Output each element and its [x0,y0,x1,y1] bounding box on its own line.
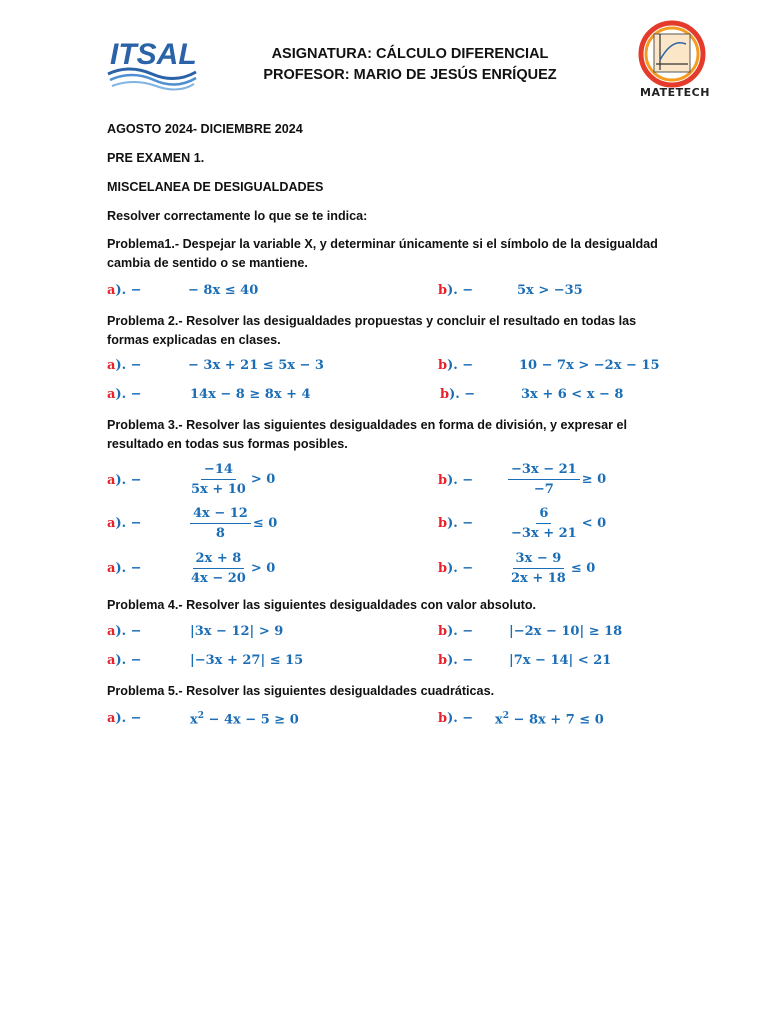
problem2-b2-expression: 3x + 6 < x − 8 [521,387,624,402]
topic-line: MISCELANEA DE DESIGUALDADES [107,180,324,194]
subject-title: ASIGNATURA: CÁLCULO DIFERENCIAL [271,46,549,62]
problem2-b1-expression: 10 − 7x > −2x − 15 [519,358,660,373]
problem2-a1-expression: − 3x + 21 ≤ 5x − 3 [188,358,324,373]
problem5-a-expression: $x^2 - 4x - 5 \ge 0$ [190,711,299,728]
fraction-relation: ≥ 0 [581,472,607,487]
itsal-logo [104,34,200,96]
item-label-a: a). − [107,561,142,576]
fraction-relation: ≤ 0 [570,561,596,576]
exam-line: PRE EXAMEN 1. [107,151,205,165]
professor-title: PROFESOR: MARIO DE JESÚS ENRÍQUEZ [263,67,557,83]
problem4-b1-expression: |−2x − 10| ≥ 18 [509,624,623,639]
problem3-row-2 [0,516,768,552]
problem3-a1-fraction [188,461,275,498]
fraction-relation: > 0 [250,561,276,576]
problem3-row-3 [0,561,768,597]
item-label-b: b). − [438,283,474,298]
item-label-a: a). − [107,358,142,373]
item-label-a: a). − [107,473,142,488]
problem4-a1-expression: |3x − 12| > 9 [190,624,284,639]
problem3-a2-fraction [190,505,277,542]
fraction-denominator: 2x + 18 [511,571,566,586]
itsal-logo-text: ITSAL [110,38,197,71]
problem1-statement: Problema1.- Despejar la variable X, y determinar únicamente si el símbolo de la desigualdad cambia de sentido o se mantiene. [107,237,658,270]
item-label-b: b). − [438,653,474,668]
fraction-relation: < 0 [581,516,607,531]
item-label-a: a). − [107,283,142,298]
problem3-b2-fraction [508,505,606,542]
matetech-logo [632,20,718,104]
fraction-relation: > 0 [250,472,276,487]
item-label-a: a). − [107,624,142,639]
fraction-numerator: 4x − 12 [190,505,251,524]
problem3-b1-fraction [508,461,606,498]
problem1-b-expression: 5x > −35 [517,283,583,298]
problem3-a3-fraction [188,550,275,587]
fraction-denominator: −7 [533,482,554,497]
item-label-b: b). − [438,473,474,488]
problem3-row-1 [0,473,768,509]
matetech-logo-text: MATETECH [640,86,710,99]
item-label-a: a). − [107,387,142,402]
instruction-line: Resolver correctamente lo que se te indica: [107,209,368,223]
item-label-b: b). − [438,516,474,531]
problem2-statement: Problema 2.- Resolver las desigualdades propuestas y concluir el resultado en todas las formas explicadas en clases. [107,314,637,347]
fraction-denominator: 5x + 10 [191,482,246,497]
item-label-b: b). − [440,387,476,402]
period-line: AGOSTO 2024- DICIEMBRE 2024 [107,122,303,136]
problem5-statement: Problema 5.- Resolver las siguientes desigualdades cuadráticas. [107,684,495,698]
problem3-b3-fraction [508,550,595,587]
fraction-numerator: −14 [201,461,236,480]
problem3-statement: Problema 3.- Resolver las siguientes desigualdades en forma de división, y expresar el resultado en todas sus formas posibles. [107,418,628,451]
fraction-relation: ≤ 0 [252,516,278,531]
fraction-numerator: 6 [536,505,551,524]
problem5-b-expression: $x^2 - 8x + 7 \le 0$ [495,711,604,728]
problem4-a2-expression: |−3x + 27| ≤ 15 [190,653,304,668]
problem4-statement: Problema 4.- Resolver las siguientes desigualdades con valor absoluto. [107,598,537,612]
problem2-a2-expression: 14x − 8 ≥ 8x + 4 [190,387,311,402]
problem1-a-expression: − 8x ≤ 40 [188,283,259,298]
header-title [230,44,590,86]
item-label-b: b). − [438,561,474,576]
fraction-numerator: 3x − 9 [513,550,565,569]
item-label-b: b). − [438,358,474,373]
item-label-a: a). − [107,711,142,726]
problem4-b2-expression: |7x − 14| < 21 [509,653,612,668]
fraction-numerator: −3x − 21 [508,461,580,480]
item-label-a: a). − [107,653,142,668]
fraction-denominator: 8 [215,526,225,541]
problem5-row [0,711,768,747]
item-label-b: b). − [438,624,474,639]
item-label-b: b). − [438,711,474,726]
item-label-a: a). − [107,516,142,531]
fraction-denominator: 4x − 20 [191,571,246,586]
fraction-denominator: −3x + 21 [511,526,577,541]
fraction-numerator: 2x + 8 [193,550,245,569]
